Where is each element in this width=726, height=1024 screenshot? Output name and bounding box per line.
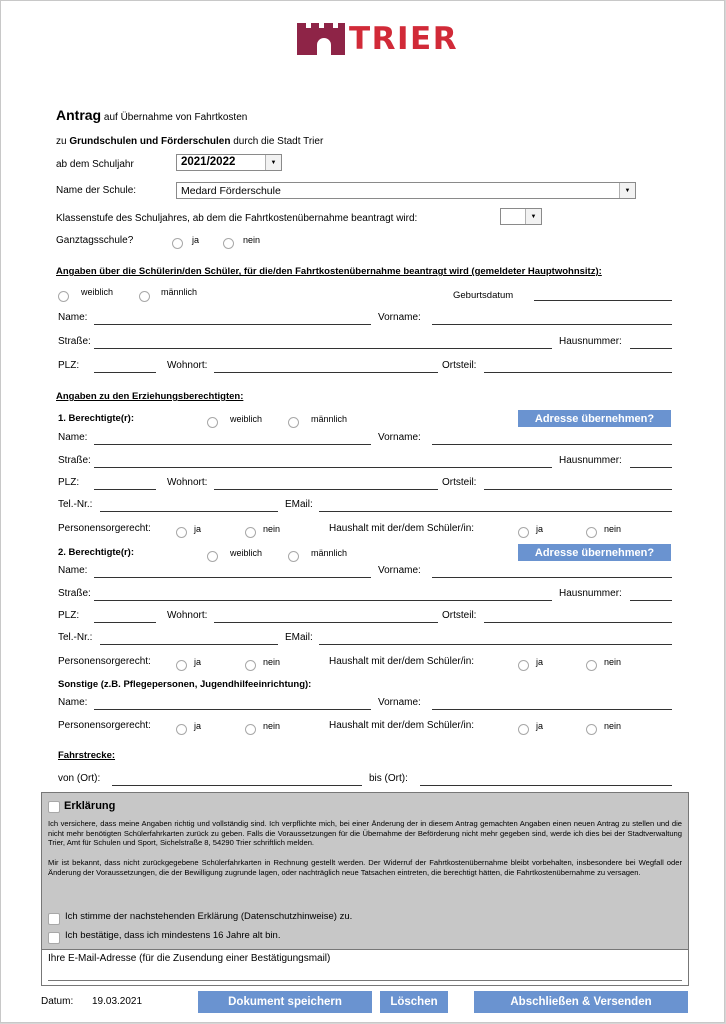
guardian2-title: 2. Berechtigte(r):	[58, 547, 135, 558]
ganztag-ja-label: ja	[192, 235, 200, 245]
guardian1-strasse-field[interactable]	[94, 467, 552, 468]
age-checkbox[interactable]	[48, 932, 60, 944]
route-bis-field[interactable]	[420, 785, 672, 786]
guardian1-strasse-label: Straße:	[58, 455, 91, 466]
other-name-label: Name:	[58, 697, 88, 708]
chevron-down-icon: ▼	[265, 155, 281, 170]
other-vorname-field[interactable]	[432, 709, 672, 710]
guardian1-email-field[interactable]	[319, 511, 672, 512]
guardian1-haushalt-nein-radio[interactable]	[586, 527, 597, 538]
declaration-paragraph-1: Ich versichere, dass meine Angaben richtig und vollständig sind. Ich verpflichte mich, bei einer Änderung der in diesem Antrag gemachten Angaben einen neuen Antrag zu stellen und die nicht mehr benötigten Schülerfahrkarten zurück zu geben. Falls die Voraussetzungen für die Übernahme der Beförderung nicht mehr gegeben sind, werde ich dies bei der Stadtverwaltung Trier, Amt für Schulen und Sport, Sichelstraße 8, 54290 Trier schriftlich melden.	[48, 819, 682, 848]
guardian1-haushalt-ja-label: ja	[536, 524, 544, 534]
guardian1-wohnort-label: Wohnort:	[167, 477, 208, 488]
chevron-down-icon: ▼	[619, 183, 635, 198]
guardian1-tel-field[interactable]	[100, 511, 278, 512]
schule-label: Name der Schule:	[56, 185, 137, 196]
guardian2-email-field[interactable]	[319, 644, 672, 645]
guardian2-vorname-field[interactable]	[432, 577, 672, 578]
datenschutz-checkbox[interactable]	[48, 913, 60, 925]
guardian2-sorgerecht-label: Personensorgerecht:	[58, 656, 151, 667]
student-maennlich-radio[interactable]	[139, 291, 150, 302]
other-name-field[interactable]	[94, 709, 371, 710]
guardian1-haushalt-ja-radio[interactable]	[518, 527, 529, 538]
guardian1-plz-label: PLZ:	[58, 477, 80, 488]
ganztag-nein-radio[interactable]	[223, 238, 234, 249]
guardian1-hausnummer-field[interactable]	[630, 467, 672, 468]
guardian2-weiblich-label: weiblich	[230, 548, 263, 558]
route-section-heading: Fahrstrecke:	[58, 750, 116, 761]
guardian1-tel-label: Tel.-Nr.:	[58, 499, 93, 510]
datum-value: 19.03.2021	[92, 996, 143, 1007]
age-label: Ich bestätige, dass ich mindestens 16 Jahre alt bin.	[65, 930, 281, 941]
student-vorname-label: Vorname:	[378, 312, 421, 323]
form-subtitle: zu Grundschulen und Förderschulen durch die Stadt Trier	[56, 136, 324, 147]
guardian2-hausnummer-field[interactable]	[630, 600, 672, 601]
guardian1-weiblich-radio[interactable]	[207, 417, 218, 428]
guardian2-maennlich-radio[interactable]	[288, 551, 299, 562]
route-von-label: von (Ort):	[58, 773, 101, 784]
declaration-box	[41, 792, 689, 950]
guardian1-haushalt-label: Haushalt mit der/dem Schüler/in:	[329, 523, 475, 534]
save-button[interactable]: Dokument speichern	[198, 991, 372, 1013]
student-ortsteil-field[interactable]	[484, 372, 672, 373]
student-name-label: Name:	[58, 312, 88, 323]
other-haushalt-ja-label: ja	[536, 721, 544, 731]
datum-label: Datum:	[41, 996, 74, 1007]
guardian2-strasse-label: Straße:	[58, 588, 91, 599]
guardian2-vorname-label: Vorname:	[378, 565, 421, 576]
guardian2-sorgerecht-ja-label: ja	[194, 657, 202, 667]
student-hausnummer-field[interactable]	[630, 348, 672, 349]
guardian2-tel-field[interactable]	[100, 644, 278, 645]
guardian1-hausnummer-label: Hausnummer:	[559, 455, 622, 466]
student-hausnummer-label: Hausnummer:	[559, 336, 622, 347]
klasse-label: Klassenstufe des Schuljahres, ab dem die Fahrtkostenübernahme beantragt wird:	[56, 213, 418, 224]
guardian1-sorgerecht-ja-label: ja	[194, 524, 202, 534]
student-vorname-field[interactable]	[432, 324, 672, 325]
guardian2-haushalt-nein-radio[interactable]	[586, 660, 597, 671]
guardian2-haushalt-label: Haushalt mit der/dem Schüler/in:	[329, 656, 475, 667]
guardian1-vorname-field[interactable]	[432, 444, 672, 445]
guardian2-plz-label: PLZ:	[58, 610, 80, 621]
datenschutz-label: Ich stimme der nachstehenden Erklärung (Datenschutzhinweise) zu.	[65, 911, 353, 922]
guardian1-sorgerecht-nein-label: nein	[263, 524, 281, 534]
declaration-title: Erklärung	[64, 800, 116, 812]
logo-text: TRIER	[349, 21, 459, 57]
guardian2-name-field[interactable]	[94, 577, 371, 578]
guardian1-maennlich-radio[interactable]	[288, 417, 299, 428]
student-plz-field[interactable]	[94, 372, 156, 373]
submit-button[interactable]: Abschließen & Versenden	[474, 991, 688, 1013]
geburtsdatum-label: Geburtsdatum	[453, 290, 514, 301]
chevron-down-icon: ▼	[525, 209, 541, 224]
student-strasse-label: Straße:	[58, 336, 91, 347]
form-title: Antrag auf Übernahme von Fahrtkosten	[56, 107, 248, 123]
other-haushalt-label: Haushalt mit der/dem Schüler/in:	[329, 720, 475, 731]
ganztag-nein-label: nein	[243, 235, 261, 245]
other-haushalt-ja-radio[interactable]	[518, 724, 529, 735]
geburtsdatum-field[interactable]	[534, 300, 672, 301]
student-weiblich-radio[interactable]	[58, 291, 69, 302]
guardian1-ortsteil-label: Ortsteil:	[442, 477, 477, 488]
guardian1-vorname-label: Vorname:	[378, 432, 421, 443]
guardian1-title: 1. Berechtigte(r):	[58, 413, 135, 424]
ganztag-ja-radio[interactable]	[172, 238, 183, 249]
guardian2-ortsteil-label: Ortsteil:	[442, 610, 477, 621]
castle-logo-icon	[297, 20, 345, 56]
student-section-heading: Angaben über die Schülerin/den Schüler, für die/den Fahrtkostenübernahme beantragt wird (gemeldeter Hauptwohnsitz):	[56, 266, 602, 277]
guardian2-haushalt-ja-radio[interactable]	[518, 660, 529, 671]
guardian2-name-label: Name:	[58, 565, 88, 576]
declaration-paragraph-2: Mir ist bekannt, dass nicht zurückgegebene Schülerfahrkarten in Rechnung gestellt werden. Der Widerruf der Fahrtkostenübernahme bleibt vorbehalten, insbesondere bei Wegfall oder Änderung der Voraussetzungen, die der Bewilligung zugrunde lagen, oder nachträglich neue Tatsachen eintreten, die berechtigt hätten, die Fahrtkostenübernahme zu versagen.	[48, 858, 682, 877]
email-box-label: Ihre E-Mail-Adresse (für die Zusendung einer Bestätigungsmail)	[48, 953, 331, 964]
guardian2-haushalt-ja-label: ja	[536, 657, 544, 667]
guardian2-sorgerecht-ja-radio[interactable]	[176, 660, 187, 671]
guardian1-name-field[interactable]	[94, 444, 371, 445]
guardian1-sorgerecht-nein-radio[interactable]	[245, 527, 256, 538]
guardian1-plz-field[interactable]	[94, 489, 156, 490]
guardian2-weiblich-radio[interactable]	[207, 551, 218, 562]
guardian2-hausnummer-label: Hausnummer:	[559, 588, 622, 599]
trier-logo	[297, 20, 469, 58]
ganztag-label: Ganztagsschule?	[56, 235, 134, 246]
student-ortsteil-label: Ortsteil:	[442, 360, 477, 371]
delete-button[interactable]: Löschen	[380, 991, 448, 1013]
schule-value: Medard Förderschule	[181, 185, 281, 197]
other-vorname-label: Vorname:	[378, 697, 421, 708]
student-name-field[interactable]	[94, 324, 371, 325]
guardian1-maennlich-label: männlich	[311, 414, 348, 424]
student-wohnort-field[interactable]	[214, 372, 438, 373]
guardian1-haushalt-nein-label: nein	[604, 524, 622, 534]
other-guardian-title: Sonstige (z.B. Pflegepersonen, Jugendhilfeeinrichtung):	[58, 679, 312, 690]
guardians-section-heading: Angaben zu den Erziehungsberechtigten:	[56, 391, 244, 402]
route-von-field[interactable]	[112, 785, 362, 786]
schule-select[interactable]	[176, 182, 636, 199]
other-haushalt-nein-label: nein	[604, 721, 622, 731]
guardian2-wohnort-field[interactable]	[214, 622, 438, 623]
student-maennlich-label: männlich	[161, 287, 198, 297]
guardian2-sorgerecht-nein-radio[interactable]	[245, 660, 256, 671]
guardian1-email-label: EMail:	[285, 499, 313, 510]
guardian2-email-label: EMail:	[285, 632, 313, 643]
student-plz-label: PLZ:	[58, 360, 80, 371]
schuljahr-select[interactable]	[176, 154, 282, 171]
email-input-line[interactable]	[48, 980, 682, 981]
guardian1-wohnort-field[interactable]	[214, 489, 438, 490]
guardian2-plz-field[interactable]	[94, 622, 156, 623]
student-weiblich-label: weiblich	[81, 287, 114, 297]
guardian2-adresse-button[interactable]: Adresse übernehmen?	[518, 544, 671, 561]
guardian2-strasse-field[interactable]	[94, 600, 552, 601]
other-haushalt-nein-radio[interactable]	[586, 724, 597, 735]
other-sorgerecht-nein-label: nein	[263, 721, 281, 731]
other-sorgerecht-label: Personensorgerecht:	[58, 720, 151, 731]
route-bis-label: bis (Ort):	[369, 773, 408, 784]
guardian1-sorgerecht-label: Personensorgerecht:	[58, 523, 151, 534]
guardian2-haushalt-nein-label: nein	[604, 657, 622, 667]
student-strasse-field[interactable]	[94, 348, 552, 349]
guardian2-maennlich-label: männlich	[311, 548, 348, 558]
schuljahr-value: 2021/2022	[181, 156, 236, 168]
schuljahr-label: ab dem Schuljahr	[56, 159, 134, 170]
other-sorgerecht-ja-radio[interactable]	[176, 724, 187, 735]
guardian2-wohnort-label: Wohnort:	[167, 610, 208, 621]
other-sorgerecht-nein-radio[interactable]	[245, 724, 256, 735]
guardian1-ortsteil-field[interactable]	[484, 489, 672, 490]
klasse-select[interactable]	[500, 208, 542, 225]
guardian2-ortsteil-field[interactable]	[484, 622, 672, 623]
declaration-checkbox[interactable]	[48, 801, 60, 813]
guardian1-name-label: Name:	[58, 432, 88, 443]
other-sorgerecht-ja-label: ja	[194, 721, 202, 731]
guardian2-tel-label: Tel.-Nr.:	[58, 632, 93, 643]
guardian1-sorgerecht-ja-radio[interactable]	[176, 527, 187, 538]
guardian1-weiblich-label: weiblich	[230, 414, 263, 424]
student-wohnort-label: Wohnort:	[167, 360, 208, 371]
guardian2-sorgerecht-nein-label: nein	[263, 657, 281, 667]
guardian1-adresse-button[interactable]: Adresse übernehmen?	[518, 410, 671, 427]
email-box[interactable]	[41, 950, 689, 986]
